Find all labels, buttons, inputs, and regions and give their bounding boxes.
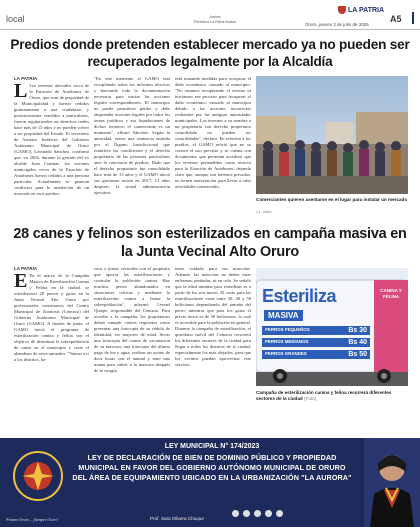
story2-column-3: tener cuidado para sus mascotas. Además, las mascotas no deben estar enfermas, preñadas, ni en celo. Se señaló que la edad mínima para esterilizar es a partir de los seis meses. El costo para las esterilizaciones varía entre 30, 40 y 50 bolivianos dependiendo del tamaño del perro, mientras que para los gatos el precio único es de 30 bolivianos, lo cual es accesible para la población en general. Durante la campaña de esterilización, el quirófano móvil del Cemzoo recorrerá los diferentes sectores de la ciudad para llegar a todos los distritos de la ciudad, especialmente los más alejados, para que los vecinos puedan aprovechar este servicio. — [175, 266, 251, 367]
story1-column-1: L Los terrenos ubicados cerca de la Estación de Autobuses de Oruro, que eran de propiedad de la Municipalidad y fueron cedidos gratuitamente a una ciudadana, y posteriormente vendidos a particulares, fueron regularizados en derechos reales hace más de 15 años y no pueden volver a ser propiedad del Estado. El secretario de Asuntos Jurídicos del Gobierno Autónomo Municipal de Oruro (GAMO), Leonardo Sánchez, confirmó que, en 2004, durante la gestión del ex alcalde Juan Cuentas, los terrenos municipales cerca de la Estación de Autobuses fueron cedidos a una persona particular. Actualmente se generan conflictos para la instalación de un mercado en esos predios. — [14, 83, 89, 196]
story1-byline: LA PATRIA — [14, 76, 38, 81]
twitter-icon[interactable] — [243, 510, 250, 517]
banner-slogan: Primero Oruro... ¡Siempre Oruro! — [6, 518, 58, 522]
photo-text-side: CANINA Y FELINA — [380, 288, 402, 299]
story1-column-3: está tomando medidas para recuperar el daño económico causado al municipio. "No estamos recuperando el terreno ni iniciamos ese proceso para recuperar el daño económico causado al municipio debido a las acciones incorrectas realizadas por las antiguas autoridades municipales. Los terrenos a su nombre a un propietario con derecho propietario consolidado no pueden ser consolidados", declaró. En relación a los predios, el GAMO refirió que no se conoce el uso previsto y se cuenta con documentos que permitan acreditar que los terrenos pretendidos como reserva para la Estación de Autobuses, dejando claro que, aunque son terrenos privados, no tienen autorización para llevar a cabo actividades comerciales. — [175, 76, 251, 189]
municipal-logo-icon — [8, 446, 68, 516]
social-icons — [232, 510, 283, 517]
mayor-signature: Prof. Sara Olivera Choque — [150, 516, 204, 521]
price-row: PERROS MEDIANOS Bs 40 — [262, 338, 370, 347]
instagram-icon[interactable] — [254, 510, 261, 517]
youtube-icon[interactable] — [276, 510, 283, 517]
center-masthead — [185, 15, 245, 25]
story2-photo — [256, 268, 408, 386]
municipal-law-banner — [0, 438, 420, 527]
tiktok-icon[interactable] — [265, 510, 272, 517]
page-marker — [412, 12, 414, 24]
issue-date: Oruro, jueves 3 de julio de 2025 — [305, 22, 369, 27]
price-table — [262, 326, 370, 359]
masthead — [0, 0, 420, 30]
section-label: local — [6, 14, 25, 24]
price-row: PERROS PEQUEÑOS Bs 30 — [262, 326, 370, 335]
law-body: LEY DE DECLARACIÓN DE BIEN DE DOMINIO PÚBLICO Y PROPIEDAD MUNICIPAL EN FAVOR DEL GOBIERNO AUTÓNOMO MUNICIPAL DE ORURO DEL ÁREA DE EQUIPAMIENTO UBICADO EN LA URBANIZACIÓN "LA AURORA" — [72, 453, 352, 482]
story2-column-1: E En el marco de la Campaña Masiva de Esterilización Canina y Felina en la ciudad, se esterilizaron 28 perros y gatos en la Junta Vecinal Alto Oruro por profesionales veterinarios del Centro Municipal de Zoonosis (Cemzoo) del Gobierno Autónomo Municipal de Oruro (GAMO). A finales de junio, el GAMO inició el programa de esterilización canina y felina con el objetivo de disminuir la sobrepoblación de canes en el municipio y crear el abandono de estos animales. "Vamos a ir a los distritos, ba- — [14, 273, 89, 362]
story2-byline: LA PATRIA — [14, 266, 38, 271]
center-line-1: Jueves — [209, 15, 221, 19]
story1-credit: J.L. Imbo — [256, 210, 272, 214]
story1-caption: Comerciantes quieren asentarse en el lugar para instalar un mercado — [256, 197, 408, 202]
story2-headline: 28 canes y felinos son esterilizados en campaña masiva en la Junta Vecinal Alto Oruro — [13, 226, 407, 260]
facebook-icon[interactable] — [232, 510, 239, 517]
story1-photo — [256, 76, 408, 194]
story1-column-2: "En este momento el GAMO está recopilando todos los informes técnicos y buscando toda la documentación necesaria para iniciar las acciones legales correspondientes. El municipio no puede permitirse perder y debe emprender acciones legales por todos los temas jurídicos y sus liquidaciones de dichos terrenos, el comerciante es un momento", afirmó Sánchez. Según la autoridad, existe una sentencia emitida por el Órgano Jurisdiccional que establece las condiciones y el derecho propietario de las personas particulares ante la concesión de predios. Dado que el derecho propietario fue consolidado hace más de 15 años y el GAMO inició sus gestiones recién en 2017, 13 años después, la actual administración ejecutiva — [94, 76, 170, 195]
page-number: A5 — [390, 14, 402, 24]
shield-icon — [338, 6, 346, 14]
law-title: LEY MUNICIPAL N° 174/2023 — [164, 443, 260, 450]
photo-text-masiva: MASIVA — [264, 310, 303, 321]
newspaper-logo: LA PATRIA — [338, 6, 384, 14]
photo-text-esteriliza: Esteriliza — [262, 286, 337, 306]
story2-caption: Campaña de esterilización canina y felina recorrerá diferentes sectores de la ciudad (Foto) — [256, 390, 392, 401]
price-row: PERROS GRANDES Bs 50 — [262, 350, 370, 359]
story1-headline: Predios donde pretenden establecer mercado ya no pueden ser recuperados legalmente por la Alcaldía — [10, 37, 410, 69]
story2-column-2: rrios y juntas vecinales con el propósito que apoyar las esterilizaciones y controlar la población canina. Hay muchos perros abandonados en situaciones críticas y mediante la esterilización vamos a frenar la sobrepoblación", informó Leonel Quispe, responsable del Cemzoo. Para acceder a la campaña, los propietarios deben cumplir ciertos requisitos como presentar una fotocopia de su cédula de identidad, ser mayores de edad, llevar una fotocopia del carnet de vacunación de su mascota, una fotocopia del último pago de luz o agua, realizar un ayuno de doce horas con el animal y traer una manta para cubrir a la mascota después de la cirugía. — [94, 266, 170, 373]
center-line-2: Periódico La Patria Bolivia — [194, 20, 236, 24]
mayor-portrait — [364, 438, 420, 527]
